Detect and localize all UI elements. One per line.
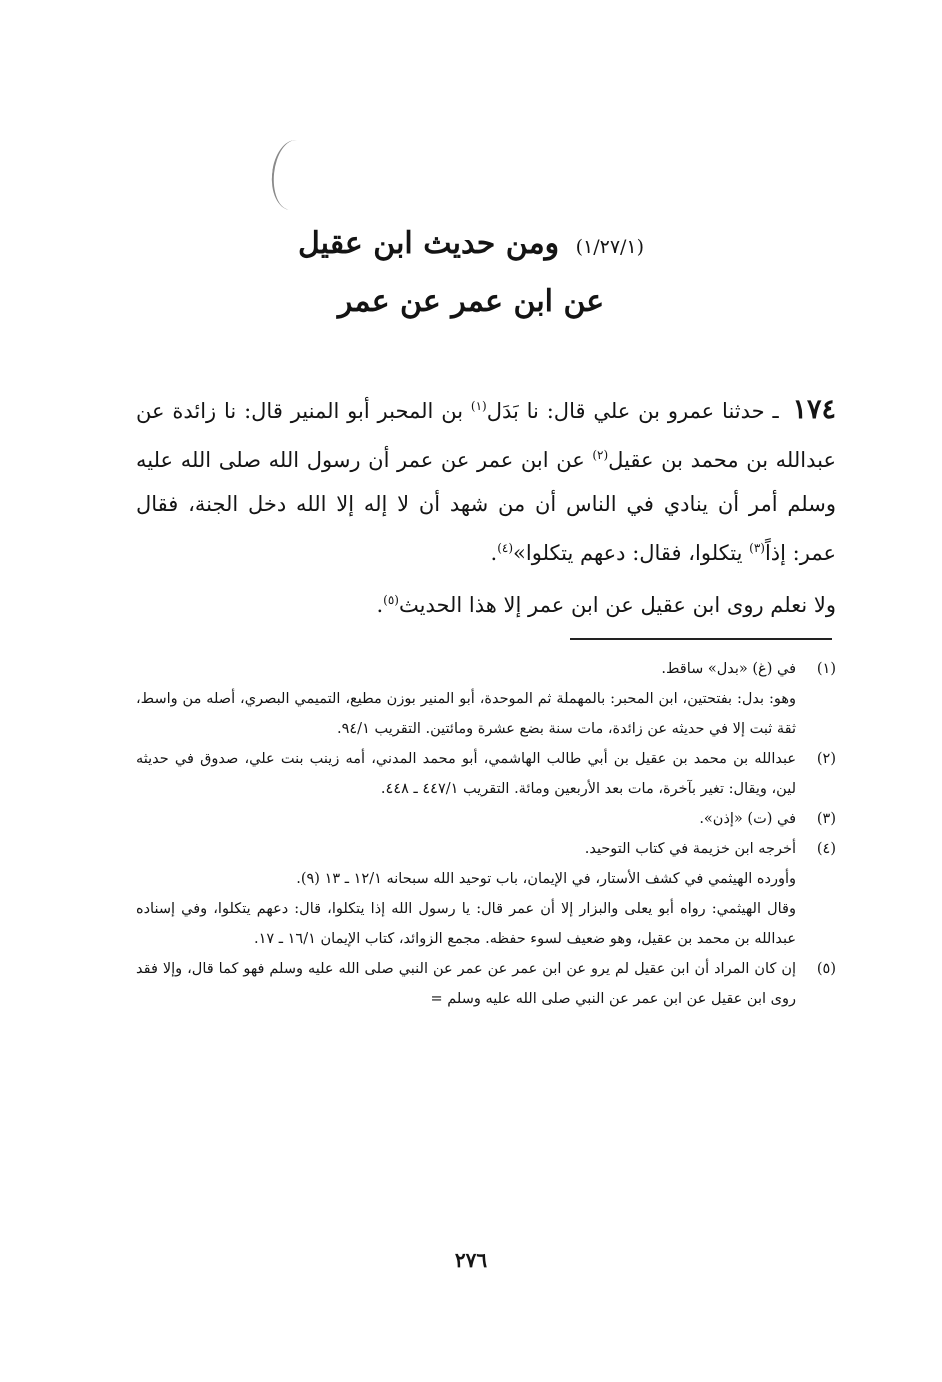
footnote-body xyxy=(136,834,796,954)
footnote-line: عبدالله بن محمد بن عقيل بن أبي طالب الهاشمي، أبو محمد المدني، أمه زينب بنت علي، صدوق في حديثه لين، ويقال: تغير بآخرة، مات بعد الأربعين ومائة. التقريب ٤٤٧/١ ـ ٤٤٨. xyxy=(136,751,796,797)
footnote-line: وأورده الهيثمي في كشف الأستار، في الإيمان، باب توحيد الله سبحانه ١٢/١ ـ ١٣ (٩). xyxy=(296,871,796,887)
footnote-line: في (ت) «إذن». xyxy=(699,811,796,827)
hadith-text-part1: حدثنا عمرو بن علي قال: نا بَدَل xyxy=(486,399,765,423)
section-subtitle xyxy=(140,280,802,324)
hadith-text-part4: يتكلوا، فقال: دعهم يتكلوا» xyxy=(513,541,750,565)
page-number: ٢٧٦ xyxy=(454,1248,488,1272)
hadith-text-part3: عن ابن عمر عن عمر أن رسول الله صلى الله عليه وسلم أمر أن ينادي في الناس أن من شهد أن لا إله إلا الله دخل الجنة، فقال عمر: إذاً xyxy=(136,448,836,565)
remark-end: . xyxy=(376,593,384,617)
footnote-number: (٥) xyxy=(816,961,836,977)
footnote-body xyxy=(136,954,796,1014)
footnote-line: في (غ) «بدل» ساقط. xyxy=(661,661,796,677)
hadith-number: ١٧٤ xyxy=(792,394,836,425)
section-title-line1: ومن حديث ابن عقيل xyxy=(297,226,560,261)
footnote-line: وقال الهيثمي: رواه أبو يعلى والبزار إلا أن عمر قال: يا رسول الله إذا يتكلوا، قال: دعهم يتكلوا، وفي إسناده عبدالله بن محمد بن عقيل، وهو ضعيف لسوء حفظه. مجمع الزوائد، كتاب الإيمان ١٦/١ ـ ١٧. xyxy=(136,901,796,947)
footnote-ref-3: (٣) xyxy=(749,541,765,555)
section-title-line2: عن ابن عمر عن عمر xyxy=(337,284,605,319)
footnote-number: (٢) xyxy=(816,751,836,767)
footnote-1 xyxy=(136,654,836,744)
hadith-paragraph xyxy=(136,384,836,575)
footnote-4 xyxy=(136,834,836,954)
footnote-2 xyxy=(136,744,836,804)
footnote-number: (٣) xyxy=(816,811,836,827)
footnote-body xyxy=(136,804,796,834)
footnote-5 xyxy=(136,954,836,1014)
remark-text: ولا نعلم روى ابن عقيل عن ابن عمر إلا هذا الحديث xyxy=(398,593,836,617)
footnote-number: (٤) xyxy=(816,841,836,857)
footnote-body xyxy=(136,654,796,744)
footnote-number: (١) xyxy=(816,661,836,677)
footnote-ref-1: (١) xyxy=(470,399,487,413)
hadith-dash: ـ xyxy=(772,399,779,423)
remark-paragraph xyxy=(136,578,836,627)
footnote-3 xyxy=(136,804,836,834)
section-reference: (١/٢٧/١) xyxy=(575,236,645,258)
footnote-line: أخرجه ابن خزيمة في كتاب التوحيد. xyxy=(584,841,796,857)
hadith-text-end: . xyxy=(490,541,498,565)
footnote-separator xyxy=(570,638,832,640)
footnote-body xyxy=(136,744,796,804)
footnote-line: وهو: بدل: بفتحتين، ابن المحبر: بالمهملة ثم الموحدة، أبو المنير بوزن مطيع، التميمي البصري، أصله من واسط، ثقة ثبت إلا في حديثه عن زائدة، مات سنة بضع عشرة ومائتين. التقريب ٩٤/١. xyxy=(136,691,796,737)
footnote-ref-2: (٢) xyxy=(592,448,609,462)
footnotes-section xyxy=(136,654,836,1014)
margin-pencil-mark xyxy=(268,138,317,212)
footnote-line: إن كان المراد أن ابن عقيل لم يرو عن ابن عمر عن عمر عن النبي صلى الله عليه وسلم فهو كما قال، وإلا فقد روى ابن عقيل عن ابن عمر عن النبي صلى الله عليه وسلم = xyxy=(136,961,796,1007)
hadith-text-part2: بن المحبر أبو المنير قال: نا زائدة عن عبدالله بن محمد بن عقيل xyxy=(136,399,836,472)
footnote-ref-5: (٥) xyxy=(383,593,399,607)
section-title xyxy=(140,222,802,269)
footnote-ref-4: (٤) xyxy=(497,541,514,555)
